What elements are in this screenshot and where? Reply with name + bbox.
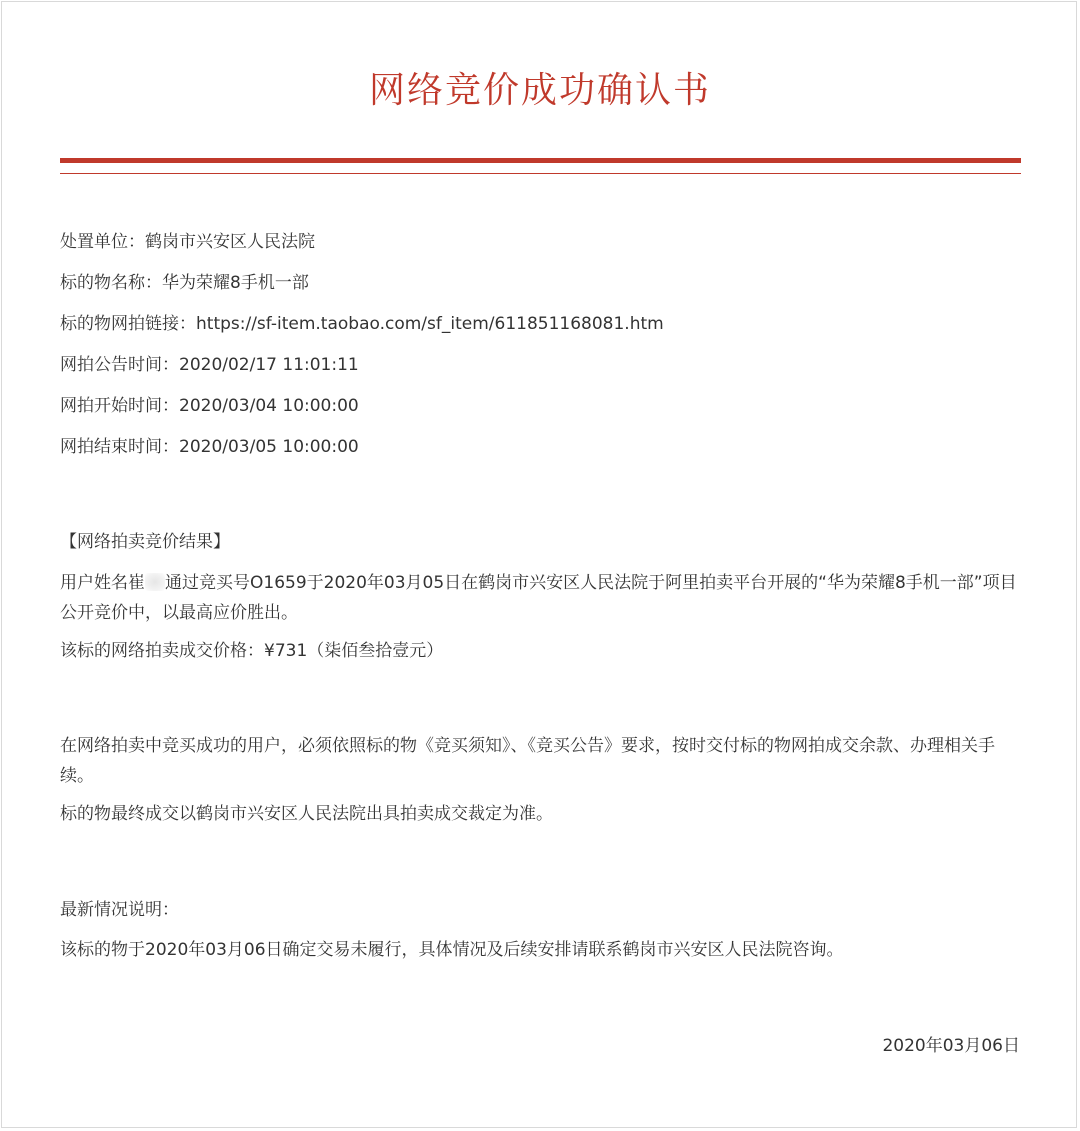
winner-prefix: 用户姓名崔 [60,573,145,593]
document-date: 2020年03月06日 [882,1036,1020,1056]
update-heading: 最新情况说明： [60,900,179,920]
detail-label: 处置单位： [60,232,145,252]
detail-label: 网拍公告时间： [60,355,179,375]
title-rule-thin [60,173,1021,174]
result-heading: 【网络拍卖竞价结果】 [60,532,230,552]
result-price: 该标的网络拍卖成交价格：¥731（柒佰叁拾壹元） [60,641,444,661]
detail-value: 2020/03/04 10:00:00 [179,396,359,416]
detail-announce-time [60,350,359,380]
detail-item-name [60,268,309,298]
document-title: 网络竞价成功确认书 [368,70,711,111]
detail-disposal-unit [60,227,315,257]
detail-end-time [60,432,359,462]
notice-requirement: 在网络拍卖中竞买成功的用户，必须依照标的物《竞买须知》、《竞买公告》要求，按时交付标的物网拍成交余款、办理相关手续。 [60,736,995,786]
detail-label: 网拍结束时间： [60,437,179,457]
auction-link[interactable]: https://sf-item.taobao.com/sf_item/611851168081.htm [196,314,664,334]
detail-value: 华为荣耀8手机一部 [162,273,309,293]
detail-value: 2020/02/17 11:01:11 [179,355,359,375]
detail-label: 网拍开始时间： [60,396,179,416]
notice-final: 标的物最终成交以鹤岗市兴安区人民法院出具拍卖成交裁定为准。 [60,804,553,824]
winner-suffix: 通过竞买号O1659于2020年03月05日在鹤岗市兴安区人民法院于阿里拍卖平台开展的“华为荣耀8手机一部”项目公开竞价中，以最高应价胜出。 [60,573,1017,623]
detail-value: 鹤岗市兴安区人民法院 [145,232,315,252]
detail-auction-link [60,309,664,339]
update-body: 该标的物于2020年03月06日确定交易未履行，具体情况及后续安排请联系鹤岗市兴安区人民法院咨询。 [60,940,844,960]
detail-label: 标的物网拍链接： [60,314,196,334]
detail-label: 标的物名称： [60,273,162,293]
detail-start-time [60,391,359,421]
redacted-name [145,573,165,591]
title-rule-thick [60,158,1021,163]
result-winner-text [60,568,1020,628]
detail-value: 2020/03/05 10:00:00 [179,437,359,457]
